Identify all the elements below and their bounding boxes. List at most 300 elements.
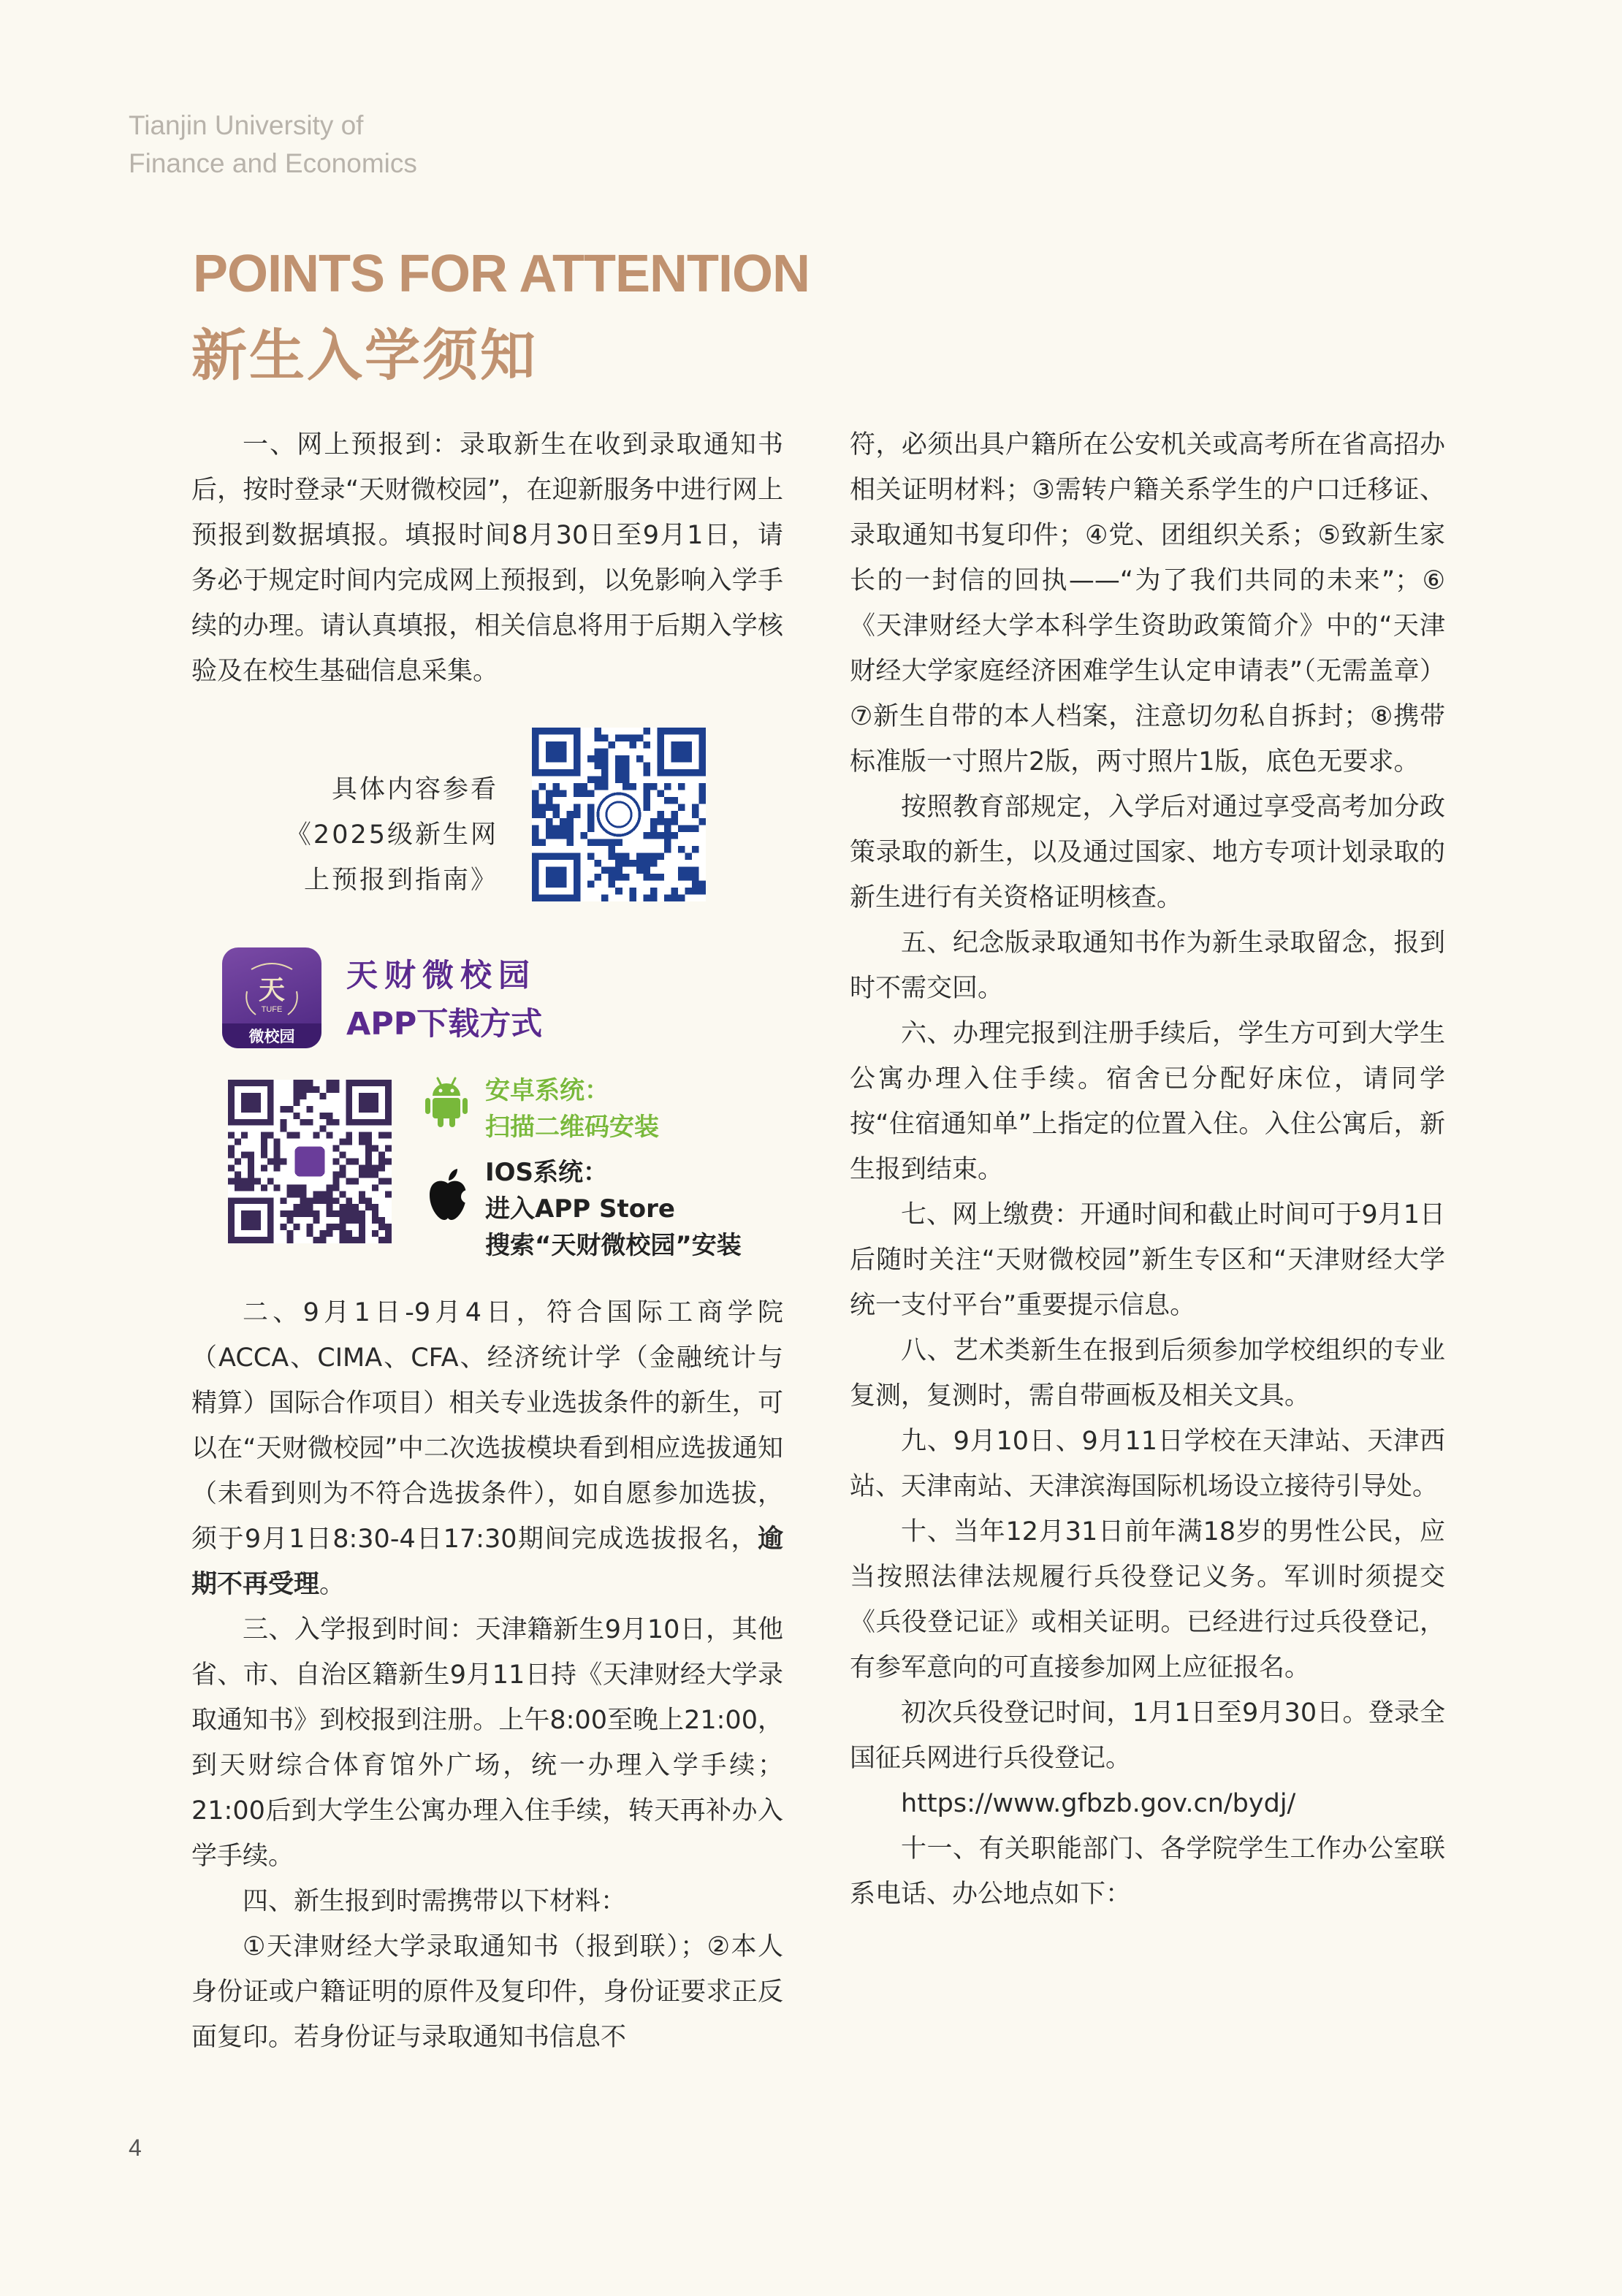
qr-module: [372, 1210, 378, 1217]
qr-module: [601, 894, 609, 901]
qr-module: [261, 1132, 267, 1139]
qr-module: [601, 777, 609, 784]
qr-module: [622, 763, 630, 770]
qr-module: [650, 832, 658, 839]
qr-module: [241, 1178, 248, 1184]
ios-appstore-text: 进入APP Store: [485, 1194, 675, 1224]
qr-module: [365, 1145, 372, 1152]
qr-module: [287, 1230, 294, 1237]
qr-module: [595, 777, 602, 784]
app-download-qr-code[interactable]: [228, 1080, 392, 1243]
android-icon: [425, 1077, 468, 1128]
military-registration-link[interactable]: https://www.gfbzb.gov.cn/bydj/: [901, 1789, 1296, 1818]
qr-module: [372, 1171, 378, 1178]
section-1-text: 一、网上预报到：录取新生在收到录取通知书后，按时登录“天财微校园”，在迎新服务中进行网上预报到数据填报。填报时间8月30日至9月1日，请务必于规定时间内完成网上预报到，以免影响入学手续的办理。请认真填报，相关信息将用于后期入学核验及在校生基础信息采集。: [191, 430, 783, 686]
qr-module: [574, 783, 581, 790]
qr-module: [698, 790, 706, 798]
qr-module: [319, 1126, 326, 1132]
qr-module: [307, 1230, 313, 1237]
qr-module: [228, 1132, 235, 1139]
qr-module: [385, 1224, 392, 1230]
qr-module: [664, 894, 671, 901]
qr-module: [332, 1119, 339, 1126]
qr-module: [339, 1191, 346, 1197]
qr-module: [560, 825, 567, 832]
qr-module: [671, 811, 678, 818]
qr-module: [235, 1139, 241, 1145]
qr-module: [339, 1237, 346, 1243]
qr-module: [692, 846, 699, 853]
qr-module: [664, 818, 671, 825]
qr-module: [636, 853, 644, 860]
qr-module: [294, 1099, 300, 1106]
qr-module: [532, 825, 539, 832]
qr-module: [636, 735, 644, 742]
qr-module: [698, 797, 706, 804]
qr-module: [698, 818, 706, 825]
qr-module: [650, 894, 658, 901]
qr-module: [326, 1224, 332, 1230]
qr-module: [287, 1191, 294, 1197]
qr-module: [692, 811, 699, 818]
qr-module: [546, 825, 553, 832]
qr-module: [261, 1164, 267, 1171]
qr-module: [300, 1080, 307, 1086]
qr-module: [650, 825, 658, 832]
qr-module: [294, 1132, 300, 1139]
qr-module: [248, 1164, 254, 1171]
qr-module: [678, 783, 685, 790]
left-column-lower: [191, 1290, 783, 2060]
section-4-title: 四、新生报到时需携带以下材料：: [243, 1887, 627, 1916]
qr-module: [615, 866, 622, 874]
qr-module: [560, 818, 567, 825]
guide-reference-line2: 《2025级新生网: [285, 820, 498, 850]
qr-module: [615, 777, 622, 784]
qr-module: [332, 1210, 339, 1217]
university-english-name: [129, 107, 567, 183]
section-8-text: 八、艺术类新生在报到后须参加学校组织的专业复测，复测时，需自带画板及相关文具。: [850, 1336, 1445, 1411]
qr-module: [567, 818, 574, 825]
qr-module: [281, 1119, 287, 1126]
qr-module: [228, 1145, 235, 1152]
qr-module: [378, 1159, 385, 1165]
section-4-materials-start: ①天津财经大学录取通知书（报到联）；②本人身份证或户籍证明的原件及复印件，身份证要求正反面复印。若身份证与录取通知书信息不: [191, 1932, 783, 2052]
qr-module: [307, 1197, 313, 1204]
qr-module: [359, 1230, 365, 1237]
qr-module: [332, 1184, 339, 1191]
qr-module: [629, 735, 636, 742]
app-logo-label: 微校园: [248, 1028, 295, 1045]
qr-module: [359, 1217, 365, 1224]
qr-module: [643, 783, 650, 790]
qr-module: [643, 853, 650, 860]
qr-module: [650, 818, 658, 825]
ios-search-text: 搜索“天财微校园”安装: [485, 1231, 742, 1260]
qr-module: [587, 853, 595, 860]
qr-module: [629, 860, 636, 867]
qr-module: [539, 804, 547, 812]
qr-module: [622, 769, 630, 777]
qr-module: [692, 866, 699, 874]
qr-module: [643, 832, 650, 839]
qr-module: [609, 853, 616, 860]
android-scan-text: 扫描二维码安装: [485, 1113, 659, 1142]
qr-module: [532, 811, 539, 818]
qr-module: [378, 1132, 385, 1139]
qr-module: [385, 1132, 392, 1139]
section-11-text: 十一、有关职能部门、各学院学生工作办公室联系电话、办公地点如下：: [850, 1834, 1445, 1909]
qr-module: [300, 1204, 307, 1210]
qr-module: [332, 1145, 339, 1152]
qr-module: [339, 1171, 346, 1178]
qr-module: [698, 880, 706, 888]
qr-module: [385, 1178, 392, 1184]
qr-module: [326, 1210, 332, 1217]
qr-module: [287, 1237, 294, 1243]
qr-module: [281, 1197, 287, 1204]
qr-module: [294, 1086, 300, 1093]
qr-module: [378, 1152, 385, 1159]
qr-module: [254, 1178, 261, 1184]
qr-module: [587, 811, 595, 818]
qr-module: [365, 1171, 372, 1178]
qr-module: [609, 741, 616, 749]
qr-module: [532, 839, 539, 846]
qr-module: [601, 735, 609, 742]
qr-module: [587, 755, 595, 763]
qr-module: [678, 825, 685, 832]
qr-module: [267, 1159, 274, 1165]
qr-module: [643, 874, 650, 881]
qr-module: [326, 1204, 332, 1210]
qr-module: [339, 1204, 346, 1210]
qr-module: [553, 804, 560, 812]
qr-module: [359, 1139, 365, 1145]
qr-module: [300, 1086, 307, 1093]
qr-module: [678, 894, 685, 901]
qr-module: [698, 888, 706, 895]
qr-module: [664, 839, 671, 846]
qr-module: [385, 1159, 392, 1165]
qr-module: [294, 1210, 300, 1217]
qr-module: [274, 1145, 281, 1152]
qr-module: [657, 832, 664, 839]
qr-module: [365, 1139, 372, 1145]
qr-module: [261, 1145, 267, 1152]
qr-module: [326, 1086, 332, 1093]
qr-module: [352, 1210, 359, 1217]
qr-module: [307, 1086, 313, 1093]
qr-module: [346, 1159, 352, 1165]
qr-module: [643, 797, 650, 804]
qr-module: [235, 1171, 241, 1178]
qr-module: [587, 818, 595, 825]
qr-module: [692, 825, 699, 832]
page-number: 4: [129, 2135, 142, 2161]
ios-label: IOS系统：: [485, 1158, 609, 1187]
qr-module: [546, 832, 553, 839]
qr-module: [359, 1164, 365, 1171]
qr-module: [657, 790, 664, 798]
section-4-materials-continued: 符，必须出具户籍所在公安机关或高考所在省高招办相关证明材料；③需转户籍关系学生的户口迁移证、录取通知书复印件；④党、团组织关系；⑤致新生家长的一封信的回执——“为了我们共同的未来”；⑥《天津财经大学本科学生资助政策简介》中的“天津财经大学家庭经济困难学生认定申请表”（无需盖章）⑦新生自带的本人档案，注意切勿私自拆封；⑧携带标准版一寸照片2版，两寸照片1版，底色无要求。: [850, 430, 1445, 777]
qr-module: [650, 783, 658, 790]
qr-module: [372, 1230, 378, 1237]
qr-module: [274, 1184, 281, 1191]
section-10-registration: 初次兵役登记时间，1月1日至9月30日。登录全国征兵网进行兵役登记。: [850, 1698, 1445, 1773]
qr-module: [294, 1191, 300, 1197]
qr-module: [546, 790, 553, 798]
university-name-line2: Finance and Economics: [129, 148, 417, 178]
qr-module: [339, 1210, 346, 1217]
qr-module: [332, 1197, 339, 1204]
qr-module: [664, 825, 671, 832]
qr-module: [622, 874, 630, 881]
qr-module: [365, 1164, 372, 1171]
qr-module: [539, 783, 547, 790]
qr-module: [274, 1164, 281, 1171]
qr-module: [294, 1080, 300, 1086]
qr-module: [657, 874, 664, 881]
app-logo-icon[interactable]: [222, 947, 321, 1048]
guide-qr-code[interactable]: [532, 728, 706, 901]
qr-module: [339, 1152, 346, 1159]
android-instructions: [485, 1072, 659, 1145]
qr-module: [595, 763, 602, 770]
qr-module: [636, 866, 644, 874]
qr-module: [587, 777, 595, 784]
qr-module: [664, 846, 671, 853]
qr-module: [601, 866, 609, 874]
qr-module: [346, 1230, 352, 1237]
qr-module: [281, 1159, 287, 1165]
qr-module: [553, 790, 560, 798]
qr-module: [339, 1224, 346, 1230]
qr-module: [346, 1178, 352, 1184]
qr-module: [615, 860, 622, 867]
app-logo-brand: TUFE: [261, 1005, 283, 1014]
qr-module: [595, 860, 602, 867]
qr-module: [615, 763, 622, 770]
qr-module: [346, 1197, 352, 1204]
qr-module: [692, 804, 699, 812]
qr-module: [346, 1204, 352, 1210]
qr-module: [352, 1217, 359, 1224]
qr-module: [664, 797, 671, 804]
qr-module: [313, 1191, 319, 1197]
qr-module: [267, 1178, 274, 1184]
qr-module: [359, 1132, 365, 1139]
qr-module: [281, 1224, 287, 1230]
qr-module: [313, 1237, 319, 1243]
qr-module: [287, 1106, 294, 1113]
qr-module: [643, 769, 650, 777]
qr-module: [326, 1113, 332, 1119]
qr-module: [615, 839, 622, 846]
qr-module: [581, 790, 588, 798]
qr-module: [636, 755, 644, 763]
qr-module: [385, 1145, 392, 1152]
qr-module: [678, 874, 685, 881]
qr-module: [359, 1171, 365, 1178]
section-2-deadline-emphasis: 逾期不再受理: [191, 1525, 783, 1599]
qr-module: [307, 1106, 313, 1113]
qr-module: [300, 1093, 307, 1099]
qr-module: [319, 1230, 326, 1237]
qr-module: [248, 1184, 254, 1191]
qr-module: [352, 1204, 359, 1210]
qr-module: [609, 866, 616, 874]
qr-module: [650, 853, 658, 860]
qr-module: [587, 790, 595, 798]
qr-module: [385, 1230, 392, 1237]
qr-module: [294, 1224, 300, 1230]
qr-module: [365, 1159, 372, 1165]
qr-module: [281, 1106, 287, 1113]
qr-module: [300, 1210, 307, 1217]
qr-module: [326, 1191, 332, 1197]
qr-module: [601, 769, 609, 777]
qr-module: [352, 1159, 359, 1165]
qr-module: [326, 1197, 332, 1204]
guide-reference: [241, 767, 498, 903]
qr-module: [615, 874, 622, 881]
qr-module: [300, 1191, 307, 1197]
qr-module: [643, 790, 650, 798]
qr-module: [546, 818, 553, 825]
qr-module: [346, 1217, 352, 1224]
qr-module: [650, 860, 658, 867]
qr-module: [313, 1210, 319, 1217]
qr-module: [567, 811, 574, 818]
qr-module: [319, 1237, 326, 1243]
qr-module: [235, 1159, 241, 1165]
qr-module: [241, 1152, 248, 1159]
qr-module: [300, 1119, 307, 1126]
qr-module: [339, 1217, 346, 1224]
qr-module: [615, 853, 622, 860]
page-title-english: POINTS FOR ATTENTION: [193, 245, 810, 303]
qr-module: [643, 894, 650, 901]
qr-module: [595, 749, 602, 756]
qr-module: [560, 832, 567, 839]
qr-module: [372, 1184, 378, 1191]
qr-module: [319, 1113, 326, 1119]
qr-module: [622, 853, 630, 860]
qr-module: [532, 804, 539, 812]
qr-module: [228, 1164, 235, 1171]
qr-module: [372, 1164, 378, 1171]
qr-module: [615, 755, 622, 763]
qr-module: [601, 839, 609, 846]
qr-module: [671, 832, 678, 839]
qr-module: [609, 880, 616, 888]
qr-module: [595, 728, 602, 735]
qr-module: [332, 1159, 339, 1165]
qr-module: [261, 1152, 267, 1159]
qr-module: [678, 804, 685, 812]
qr-module: [359, 1191, 365, 1197]
section-3-text: 三、入学报到时间：天津籍新生9月10日，其他省、市、自治区籍新生9月11日持《天津财经大学录取通知书》到校报到注册。上午8:00至晚上21:00，到天财综合体育馆外广场，统一办理入学手续；21:00后到大学生公寓办理入住手续，转天再补办入学手续。: [191, 1615, 783, 1871]
qr-module: [346, 1237, 352, 1243]
qr-module: [595, 735, 602, 742]
qr-module: [601, 749, 609, 756]
qr-module: [685, 866, 692, 874]
university-name-line1: Tianjin University of: [129, 110, 364, 140]
qr-module: [287, 1210, 294, 1217]
qr-module: [313, 1132, 319, 1139]
qr-module: [595, 783, 602, 790]
section-2: [191, 1290, 783, 1607]
apple-icon: [425, 1167, 471, 1221]
qr-module: [539, 839, 547, 846]
qr-module: [267, 1132, 274, 1139]
qr-module: [532, 832, 539, 839]
qr-module: [567, 832, 574, 839]
qr-module: [692, 888, 699, 895]
qr-module: [587, 839, 595, 846]
section-2-text: 二、9月1日-9月4日，符合国际工商学院（ACCA、CIMA、CFA、经济统计学（金融统计与精算）国际合作项目）相关专业选拔条件的新生，可以在“天财微校园”中二次选拔模块看到相应选拔通知（未看到则为不符合选拔条件），如自愿参加选拔，须于9月1日8:30-4日17:30期间完成选拔报名，: [191, 1298, 783, 1554]
qr-module: [326, 1119, 332, 1126]
qr-module: [248, 1171, 254, 1178]
qr-module: [671, 888, 678, 895]
qr-module: [332, 1224, 339, 1230]
qr-module: [671, 894, 678, 901]
qr-module: [664, 832, 671, 839]
section-1: [191, 422, 783, 694]
qr-module: [587, 880, 595, 888]
qr-module: [609, 839, 616, 846]
qr-module: [601, 763, 609, 770]
qr-module: [385, 1237, 392, 1243]
qr-module: [294, 1204, 300, 1210]
qr-module: [378, 1164, 385, 1171]
section-9-text: 九、9月10日、9月11日学校在天津站、天津西站、天津南站、天津滨海国际机场设立接待引导处。: [850, 1427, 1445, 1501]
qr-module: [532, 797, 539, 804]
qr-module: [365, 1197, 372, 1204]
qr-module: [622, 735, 630, 742]
qr-module: [339, 1139, 346, 1145]
qr-module: [553, 825, 560, 832]
qr-module: [629, 888, 636, 895]
qr-module: [241, 1132, 248, 1139]
qr-module: [643, 763, 650, 770]
qr-module: [553, 832, 560, 839]
qr-module: [365, 1204, 372, 1210]
qr-module: [372, 1204, 378, 1210]
qr-module: [300, 1197, 307, 1204]
app-download-title: APP下载方式: [346, 1006, 543, 1042]
qr-module: [307, 1210, 313, 1217]
qr-module: [339, 1230, 346, 1237]
qr-module: [281, 1210, 287, 1217]
qr-module: [587, 825, 595, 832]
qr-module: [615, 735, 622, 742]
qr-module: [319, 1191, 326, 1197]
qr-module: [294, 1093, 300, 1099]
guide-reference-line3: 上预报到指南》: [303, 866, 498, 895]
qr-module: [332, 1080, 339, 1086]
qr-module: [629, 783, 636, 790]
qr-module: [595, 874, 602, 881]
qr-module: [261, 1184, 267, 1191]
guide-reference-line1: 具体内容参看: [331, 775, 498, 804]
qr-module: [685, 853, 692, 860]
qr-module: [359, 1237, 365, 1243]
qr-module: [560, 790, 567, 798]
qr-module: [643, 728, 650, 735]
qr-module: [332, 1086, 339, 1093]
